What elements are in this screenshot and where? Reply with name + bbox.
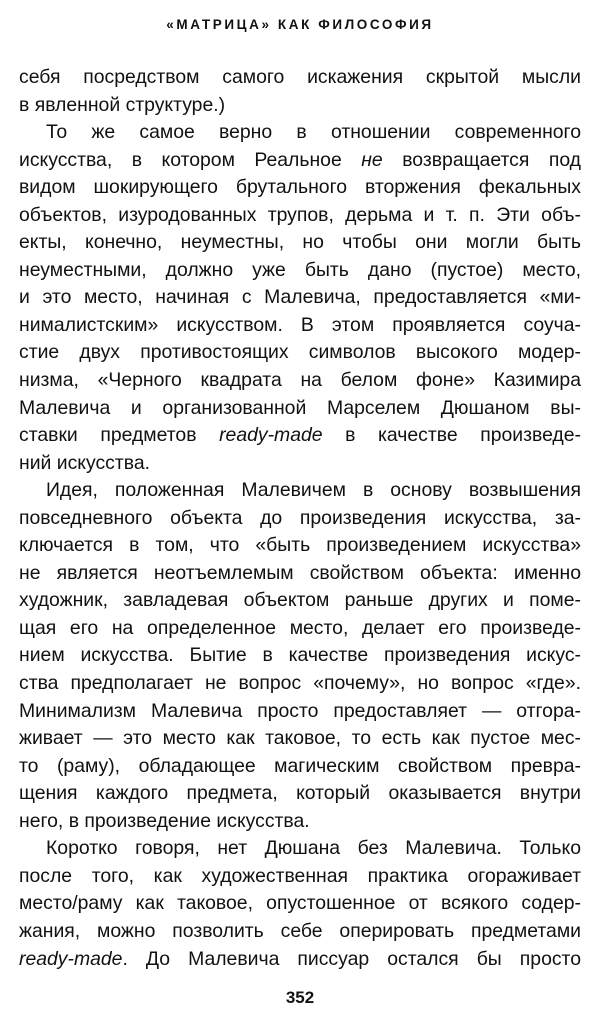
text-line: ключается в том, что «быть произведением искусства»	[19, 534, 581, 557]
italic-term: ready-made	[219, 424, 323, 447]
text-line: Малевича и организованной Марселем Дюшаном вы-	[19, 396, 581, 419]
text-line: художник, завладевая объектом раньше других и поме-	[19, 589, 581, 612]
text-line	[19, 422, 581, 450]
italic-term: ready-made	[19, 947, 123, 970]
text-line: и это место, начиная с Малевича, предоставляется «ми-	[19, 286, 581, 309]
text-line: повседневного объекта до произведения искусства, за-	[19, 506, 581, 529]
text-line: после того, как художественная практика огораживает	[19, 864, 581, 887]
text-line: жания, можно позволить себе оперировать предметами	[19, 919, 581, 942]
text-line: екты, конечно, неуместны, но чтобы они могли быть	[19, 231, 581, 254]
text-line: стие двух противостоящих символов высокого модер-	[19, 341, 581, 364]
text-line: ства предполагает не вопрос «почему», но вопрос «где».	[19, 672, 581, 695]
page-number: 352	[285, 988, 315, 1007]
paragraph-start-line: Идея, положенная Малевичем в основу возвышения	[46, 479, 581, 502]
text-line: щая его на определенное место, делает его произведе-	[19, 616, 581, 639]
running-head: «МАТРИЦА» КАК ФИЛОСОФИЯ	[166, 17, 434, 32]
paragraph-start-line: То же самое верно в отношении современного	[46, 121, 581, 144]
text-line: видом шокирующего брутального вторжения фекальных	[19, 176, 581, 199]
text-run: искусства, в котором Реальное	[19, 148, 362, 171]
text-line: объектов, изуродованных трупов, дерьма и т. п. Эти объ-	[19, 203, 581, 226]
text-run: возвращается под	[382, 148, 581, 171]
text-line: Минимализм Малевича просто предоставляет — отгора-	[19, 699, 581, 722]
text-line: в явленной структуре.)	[19, 93, 226, 116]
text-line: нием искусства. Бытие в качестве произведения искус-	[19, 644, 581, 667]
text-line: живает — это место как таковое, то есть как пустое мес-	[19, 727, 581, 750]
text-run: . До Малевича писсуар остался бы просто	[122, 947, 581, 970]
text-line: то (раму), обладающее магическим свойством превра-	[19, 754, 581, 777]
text-line	[19, 946, 581, 974]
paragraph-start-line: Коротко говоря, нет Дюшана без Малевича. Только	[46, 837, 581, 860]
text-line: место/раму как таковое, опустошенное от всякого содер-	[19, 892, 581, 915]
text-line: себя посредством самого искажения скрытой мысли	[19, 66, 581, 88]
text-line: него, в произведение искусства.	[19, 809, 310, 832]
text-line	[19, 147, 581, 175]
text-run: в качестве произведе-	[322, 424, 581, 447]
text-line: нималистским» искусством. В этом проявляется соуча-	[19, 313, 581, 336]
text-line: щения каждого предмета, который оказывается внутри	[19, 782, 581, 805]
text-line: неуместными, должно уже быть дано (пустое) место,	[19, 258, 581, 281]
italic-emphasis: не	[361, 148, 383, 171]
text-line: не является неотъемлемым свойством объекта: именно	[19, 561, 581, 584]
text-line: низма, «Черного квадрата на белом фоне» Казимира	[19, 369, 581, 392]
text-run: ставки предметов	[19, 424, 220, 447]
body-text	[19, 64, 581, 973]
text-line: ний искусства.	[19, 451, 150, 474]
